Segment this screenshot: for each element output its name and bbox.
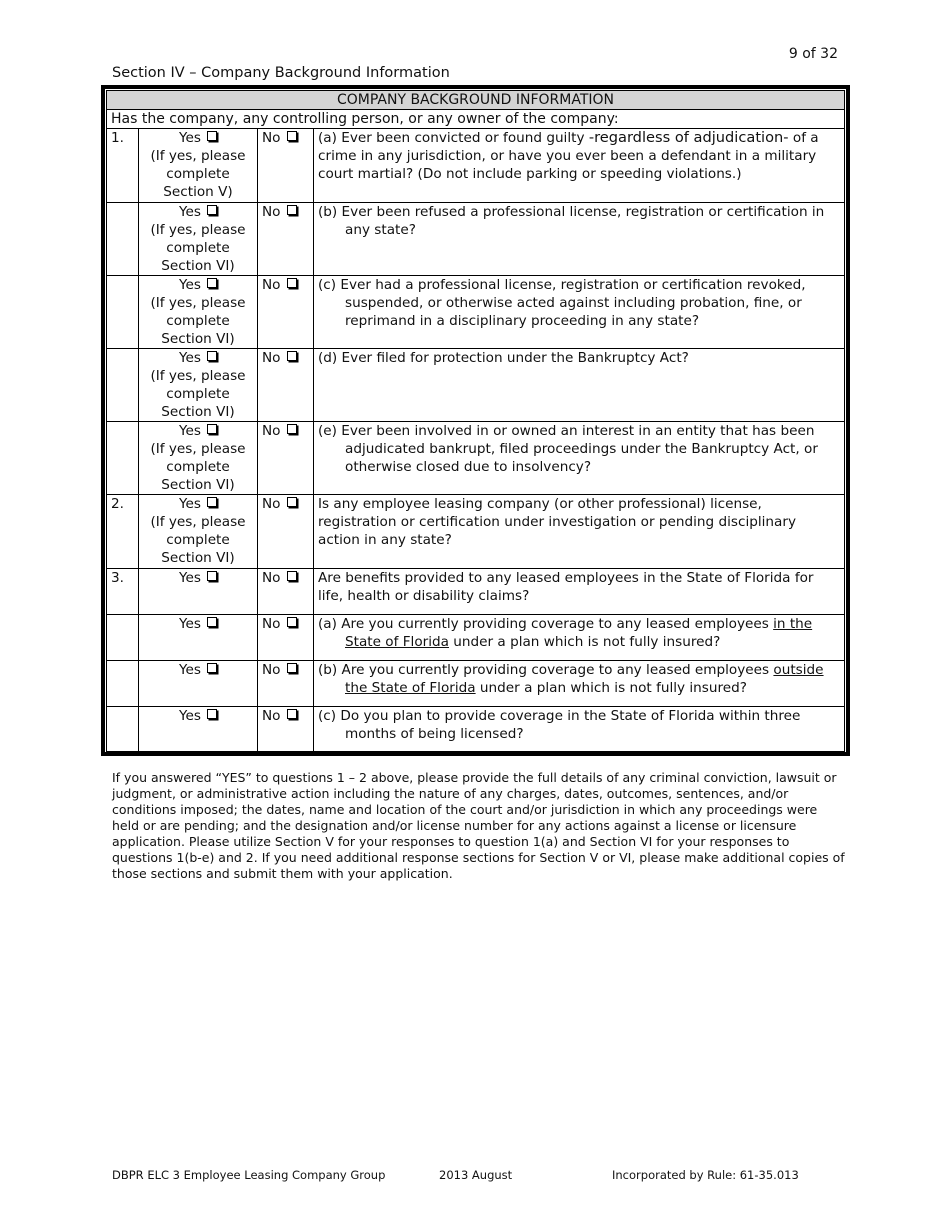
yes-option	[139, 276, 258, 349]
no-option	[258, 422, 314, 495]
no-checkbox[interactable]	[287, 617, 297, 627]
no-option	[258, 129, 314, 203]
question-text-part: under a plan which is not fully insured?	[448, 634, 721, 650]
yes-option	[139, 129, 258, 203]
yes-label: Yes	[179, 708, 201, 724]
question-row-3	[107, 569, 845, 615]
question-text-part: (a) Ever been convicted or found guilty	[318, 130, 589, 146]
no-option	[258, 203, 314, 276]
instructions-note: If you answered “YES” to questions 1 – 2 above, please provide the full details of any criminal conviction, lawsuit or judgment, or administrative action including the nature of any charges, dates, outcomes, sentences, and/or conditions imposed; the dates, name and location of the court and/or jurisdiction in which any proceedings were held or are pending; and the designation and/or license number for any actions against a license or licensure application. Please utilize Section V for your responses to question 1(a) and Section VI for your responses to questions 1(b-e) and 2. If you need additional response sections for Section V or VI, please make additional copies of those sections and submit them with your application.	[112, 770, 845, 881]
no-label: No	[262, 616, 281, 632]
no-label: No	[262, 277, 281, 293]
question-text-part: (e) Ever been involved in or owned an interest in an entity that has been adjudicated bankrupt, filed proceedings under the Bankruptcy Act, or otherwise closed due to insolvency?	[318, 423, 818, 475]
no-option	[258, 615, 314, 661]
yes-checkbox[interactable]	[207, 351, 217, 361]
question-row-3c	[107, 707, 845, 752]
question-text-underlined: outside the State of Florida	[345, 662, 824, 696]
question-number	[107, 661, 139, 707]
if-yes-note-line: (If yes, please	[150, 295, 246, 311]
question-number	[107, 707, 139, 752]
question-number	[107, 349, 139, 422]
question-text	[314, 707, 845, 752]
yes-option	[139, 203, 258, 276]
if-yes-note-line: (If yes, please	[150, 368, 246, 384]
footer-form-name: DBPR ELC 3 Employee Leasing Company Group	[112, 1168, 386, 1182]
if-yes-note-line: complete	[166, 240, 230, 256]
yes-option	[139, 661, 258, 707]
yes-option	[139, 615, 258, 661]
question-row-3a	[107, 615, 845, 661]
no-checkbox[interactable]	[287, 497, 297, 507]
question-text: Is any employee leasing company (or other professional) license, registration or certification under investigation or pending disciplinary action in any state?	[314, 495, 845, 569]
question-number: 1.	[107, 129, 139, 203]
if-yes-note-line: (If yes, please	[150, 222, 246, 238]
if-yes-note-line: Section VI)	[161, 550, 235, 566]
no-checkbox[interactable]	[287, 571, 297, 581]
yes-label: Yes	[179, 130, 201, 146]
if-yes-note-line: complete	[166, 459, 230, 475]
question-text-part: (b) Are you currently providing coverage to any leased employees	[318, 662, 774, 678]
no-option	[258, 276, 314, 349]
no-option	[258, 495, 314, 569]
question-number	[107, 615, 139, 661]
yes-label: Yes	[179, 350, 201, 366]
yes-label: Yes	[179, 496, 201, 512]
yes-label: Yes	[179, 616, 201, 632]
no-checkbox[interactable]	[287, 351, 297, 361]
yes-label: Yes	[179, 277, 201, 293]
question-row-1d	[107, 349, 845, 422]
yes-checkbox[interactable]	[207, 497, 217, 507]
question-text	[314, 615, 845, 661]
no-label: No	[262, 708, 281, 724]
yes-option	[139, 707, 258, 752]
table-title: COMPANY BACKGROUND INFORMATION	[107, 91, 845, 110]
question-text	[314, 422, 845, 495]
question-text-part: (c) Ever had a professional license, registration or certification revoked, suspended, or otherwise acted against including probation, fine, or reprimand in a disciplinary proceeding in any state?	[318, 277, 806, 329]
no-option	[258, 349, 314, 422]
yes-option	[139, 349, 258, 422]
no-checkbox[interactable]	[287, 131, 297, 141]
question-text	[314, 349, 845, 422]
yes-checkbox[interactable]	[207, 278, 217, 288]
if-yes-note-line: complete	[166, 166, 230, 182]
no-label: No	[262, 130, 281, 146]
no-option	[258, 569, 314, 615]
question-row-2	[107, 495, 845, 569]
no-label: No	[262, 350, 281, 366]
question-text-part: (a) Are you currently providing coverage to any leased employees	[318, 616, 774, 632]
question-row-3b	[107, 661, 845, 707]
yes-label: Yes	[179, 423, 201, 439]
yes-option	[139, 422, 258, 495]
question-row-1e	[107, 422, 845, 495]
question-number: 3.	[107, 569, 139, 615]
if-yes-note-line: (If yes, please	[150, 148, 246, 164]
if-yes-note-line: (If yes, please	[150, 514, 246, 530]
question-text-part: (d) Ever filed for protection under the Bankruptcy Act?	[318, 350, 689, 366]
no-label: No	[262, 496, 281, 512]
no-checkbox[interactable]	[287, 205, 297, 215]
section-heading: Section IV – Company Background Information	[112, 65, 450, 81]
question-text-emphasis: -regardless of adjudication-	[588, 129, 789, 146]
question-text-underlined: in the State of Florida	[345, 616, 813, 650]
page-number: 9 of 32	[788, 46, 838, 62]
company-background-table-frame	[101, 85, 850, 756]
yes-label: Yes	[179, 662, 201, 678]
question-text-part: of a crime in any jurisdiction, or have you ever been a defendant in a military court martial? (Do not include parking or speeding violations.)	[318, 130, 819, 182]
no-option	[258, 661, 314, 707]
footer-date: 2013 August	[439, 1168, 513, 1182]
no-option	[258, 707, 314, 752]
question-text	[314, 203, 845, 276]
if-yes-note-line: Section V)	[163, 184, 233, 200]
if-yes-note-line: (If yes, please	[150, 441, 246, 457]
no-checkbox[interactable]	[287, 709, 297, 719]
question-text: Are benefits provided to any leased employees in the State of Florida for life, health or disability claims?	[314, 569, 845, 615]
question-text	[314, 129, 845, 203]
yes-checkbox[interactable]	[207, 571, 217, 581]
yes-checkbox[interactable]	[207, 205, 217, 215]
question-text-part: (c) Do you plan to provide coverage in the State of Florida within three months of being licensed?	[318, 708, 801, 742]
question-number	[107, 422, 139, 495]
if-yes-note-line: Section VI)	[161, 258, 235, 274]
no-checkbox[interactable]	[287, 663, 297, 673]
no-checkbox[interactable]	[287, 424, 297, 434]
question-text	[314, 661, 845, 707]
question-text-part: under a plan which is not fully insured?	[475, 680, 747, 696]
if-yes-note-line: complete	[166, 386, 230, 402]
yes-checkbox[interactable]	[207, 663, 217, 673]
question-number: 2.	[107, 495, 139, 569]
yes-checkbox[interactable]	[207, 424, 217, 434]
question-text-part: (b) Ever been refused a professional license, registration or certification in any state?	[318, 204, 825, 238]
yes-option	[139, 495, 258, 569]
yes-checkbox[interactable]	[207, 131, 217, 141]
if-yes-note-line: Section VI)	[161, 331, 235, 347]
no-label: No	[262, 662, 281, 678]
question-row-1a	[107, 129, 845, 203]
yes-label: Yes	[179, 204, 201, 220]
if-yes-note-line: Section VI)	[161, 404, 235, 420]
footer-rule: Incorporated by Rule: 61-35.013	[612, 1168, 799, 1182]
no-label: No	[262, 423, 281, 439]
question-number	[107, 203, 139, 276]
company-background-table	[106, 90, 845, 752]
yes-label: Yes	[179, 570, 201, 586]
if-yes-note-line: complete	[166, 532, 230, 548]
yes-option	[139, 569, 258, 615]
question-number	[107, 276, 139, 349]
question-row-1b	[107, 203, 845, 276]
question-text	[314, 276, 845, 349]
if-yes-note-line: complete	[166, 313, 230, 329]
if-yes-note-line: Section VI)	[161, 477, 235, 493]
yes-checkbox[interactable]	[207, 709, 217, 719]
no-label: No	[262, 204, 281, 220]
no-checkbox[interactable]	[287, 278, 297, 288]
question-row-1c	[107, 276, 845, 349]
no-label: No	[262, 570, 281, 586]
yes-checkbox[interactable]	[207, 617, 217, 627]
table-intro: Has the company, any controlling person, or any owner of the company:	[107, 110, 845, 129]
